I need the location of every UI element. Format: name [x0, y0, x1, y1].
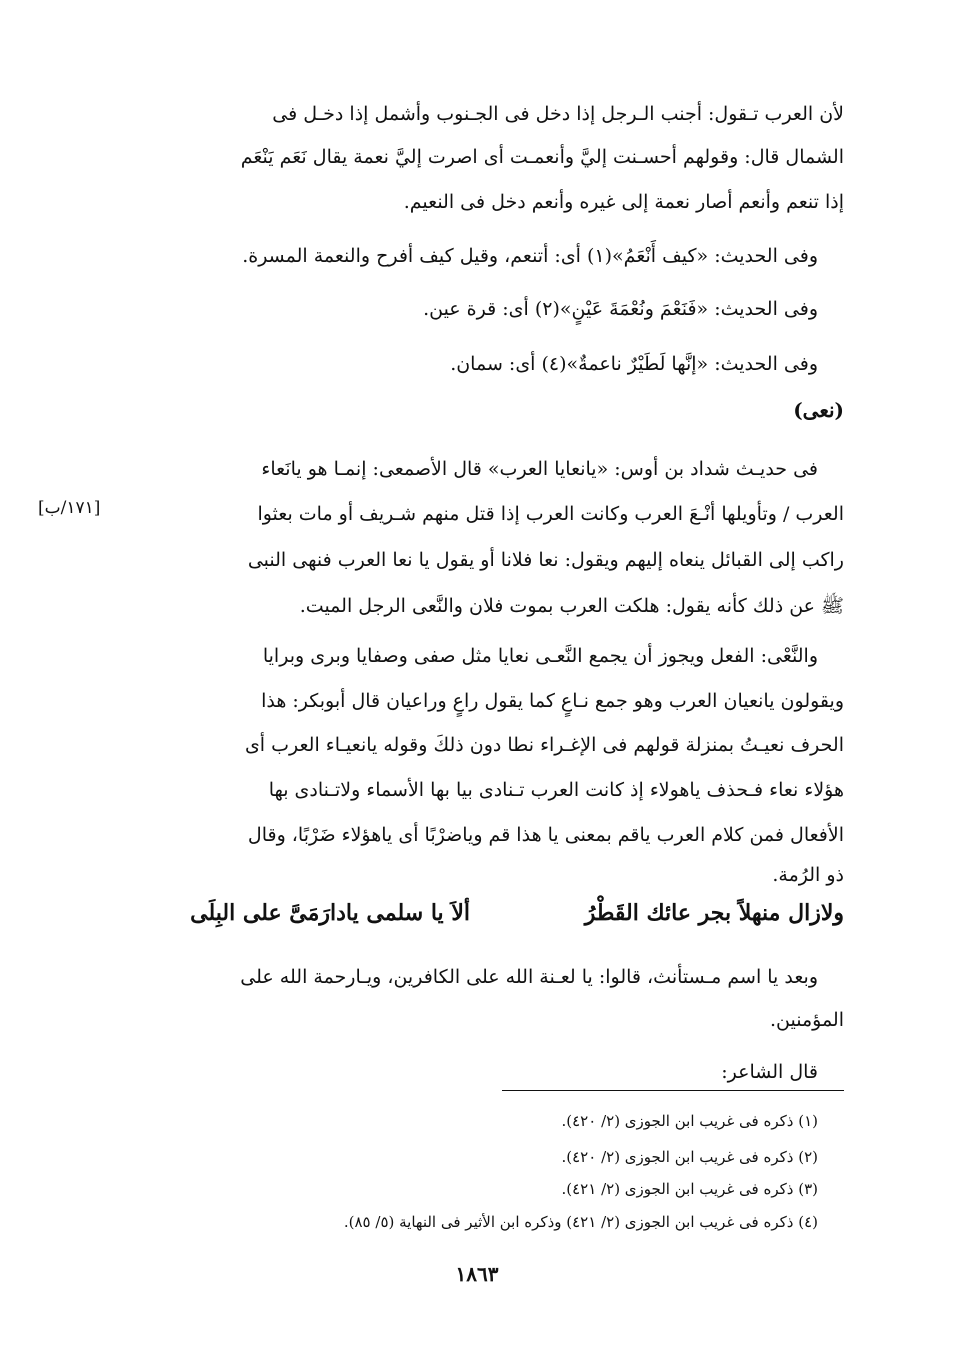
footnote-separator [502, 1090, 844, 1091]
footnote: (٤) ذكره فى غريب ابن الجوزى (٢/ ٤٢١) وذكره ابن الأثير فى النهاية (٥/ ٨٥). [343, 1213, 818, 1231]
manuscript-folio-marker: [١٧١/ب] [38, 498, 101, 518]
section-heading: (نعى) [793, 398, 844, 422]
paragraph3-line: ذو الرُمة. [772, 864, 844, 886]
paragraph1-line: الشمال قال: وقولهم أحسـنت إليَّ وأنعمـت أى اصرت إليَّ نعمة يقال نَعَم يَنْعَم [240, 146, 844, 168]
footnote: (٣) ذكره فى غريب ابن الجوزى (٢/ ٤٢١). [561, 1180, 818, 1198]
page-number: ١٨٦٣ [455, 1262, 499, 1286]
hadith-line: وفى الحديث: «كيف أَنْعَمُ»(١) أى: أتنعم، وقيل كيف أفرح والنعمة المسرة. [242, 245, 818, 267]
paragraph2-line: العرب / وتأويلها أنْـعَ العرب وكانت العرب إذا قتل منهم شـريف أو مات بعثوا [257, 503, 844, 525]
paragraph2-line: فى حديـث شداد بن أوس: «يانعايا العرب» قال الأصمعى: إنمـا هو يانَعاء [261, 458, 818, 480]
paragraph3-line: الأفعال فمن كلام العرب ياقم بمعنى يا هذا قم وياضرْبًا أى ياهؤلاء ضَرْبًا، وقال [247, 824, 844, 846]
footnote: (٢) ذكره فى غريب ابن الجوزى (٢/ ٤٢٠). [561, 1148, 818, 1166]
paragraph4-line: وبعد يا اسم مـستأنث، قالوا: يا لعـنة الله على الكافرين، ويـارحمة الله على [240, 966, 818, 988]
verse-second-hemistich: ولازال منهلاً بجر عائك القَطْرُ [584, 900, 844, 926]
paragraph2-line: راكب إلى القبائل ينعاه إليهم ويقول: نعا فلانا أو يقول يا نعا العرب فنهى النبى [247, 549, 844, 571]
hadith-line: وفى الحديث: «فَنَعْمَ ونُعْمَةَ عَيْنٍ»(٢) أى: قرة عين. [423, 298, 818, 320]
paragraph4-line: المؤمنين. [769, 1009, 844, 1031]
paragraph3-line: والنَّعْى: الفعل ويجوز أن يجمع النَّعـى نعايا مثل صفى وصفايا وبرى وبرايا [262, 645, 818, 667]
paragraph3-line: هؤلاء نعاء فـحذف ياهولاء إذ كانت العرب تـنادى بيا بها الأسماء ولاتـنادى بها [268, 779, 844, 801]
paragraph1-line: لأن العرب تـقول: أجنب الـرجل إذا دخل فى الجـنوب وأشمل إذا دخـل فى [272, 103, 844, 125]
paragraph3-line: الحرف نعيـتُ بمنزلة قولهم فى الإغـراء نطا دون ذلكَ وقوله يانعيـاء العرب أى [244, 734, 844, 756]
paragraph1-line: إذا تنعم وأنعم أصار نعمة إلى غيره وأنعم دخل فى النعيم. [403, 191, 844, 213]
poet-said-label: قال الشاعر: [721, 1061, 818, 1083]
paragraph3-line: ويقولون يانعيان العرب وهو جمع نـاعٍ كما يقول راعٍ وراعيان قال أبوبكر: هذا [261, 690, 844, 712]
hadith-line: وفى الحديث: «إنَّها لَطَيْرٌ ناعمةٌ»(٤) أى: سمان. [450, 353, 818, 375]
verse-first-hemistich: ألاَ يا سلمى يادارَمَىَّ على البِلَى [190, 900, 470, 926]
footnote: (١) ذكره فى غريب ابن الجوزى (٢/ ٤٢٠). [561, 1112, 818, 1130]
paragraph2-line: ﷺ عن ذلك كأنه يقول: هلكت العرب بموت فلان والنَّعى الرجل الميت. [299, 595, 844, 617]
